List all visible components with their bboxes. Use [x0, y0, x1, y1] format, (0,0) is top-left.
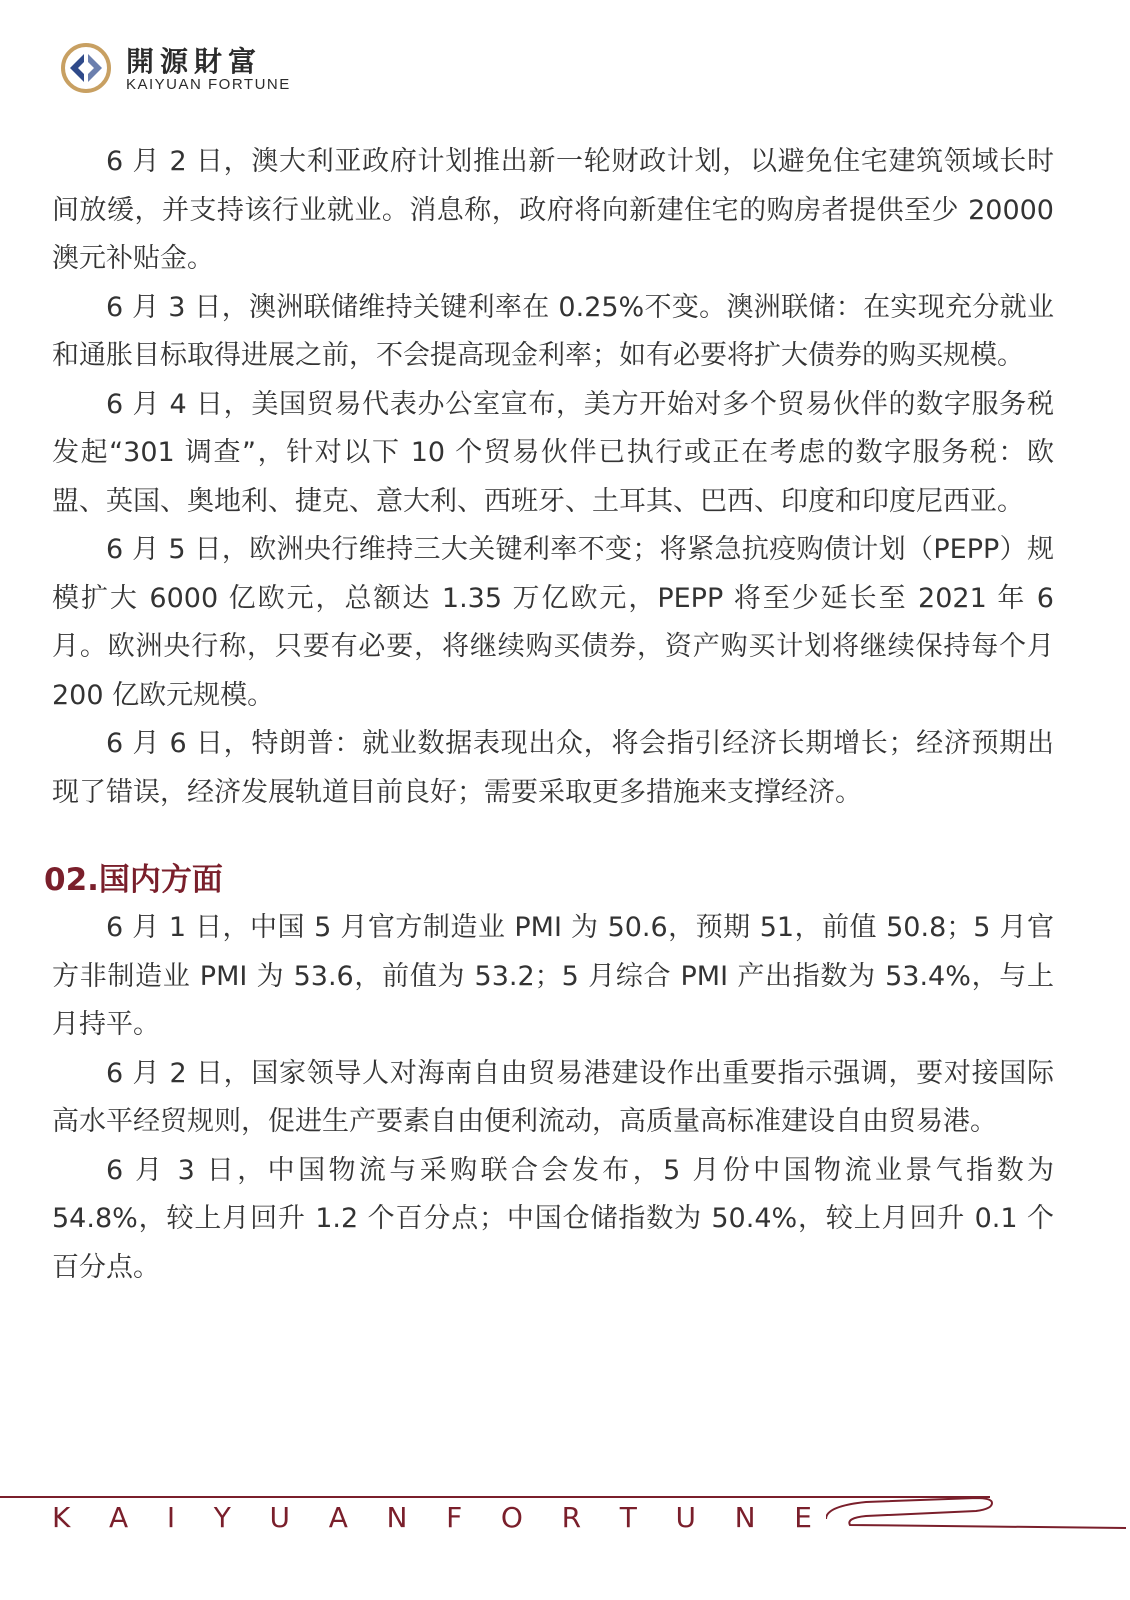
paragraph-intl-0606: 6 月 6 日，特朗普：就业数据表现出众，将会指引经济长期增长；经济预期出现了错误，经济发展轨道目前良好；需要采取更多措施来支撑经济。 — [52, 728, 1054, 808]
paragraph-intl-0603: 6 月 3 日，澳洲联储维持关键利率在 0.25%不变。澳洲联储：在实现充分就业和通胀目标取得进展之前，不会提高现金利率；如有必要将扩大债券的购买规模。 — [52, 291, 1054, 371]
header — [60, 38, 360, 98]
footer-letter: O — [500, 1501, 523, 1534]
paragraph-intl-0602: 6 月 2 日，澳大利亚政府计划推出新一轮财政计划，以避免住宅建筑领域长时间放缓，并支持该行业就业。消息称，政府将向新建住宅的购房者提供至少 20000 澳元补贴金。 — [52, 146, 1054, 274]
document-body — [44, 138, 1054, 1292]
footer-letter: F — [446, 1501, 463, 1534]
footer-letter: T — [619, 1501, 637, 1534]
footer-brand-letters — [52, 1498, 812, 1538]
footer-letter: K — [52, 1501, 71, 1534]
kaiyuan-logo-icon — [60, 42, 112, 94]
footer-letter: R — [561, 1501, 582, 1534]
paragraph-intl-0605: 6 月 5 日，欧洲央行维持三大关键利率不变；将紧急抗疫购债计划（PEPP）规模扩大 6000 亿欧元，总额达 1.35 万亿欧元，PEPP 将至少延长至 2021 年 6 月。欧洲央行称，只要有必要，将继续购买债券，资产购买计划将继续保持每个月 200 亿欧元规模。 — [52, 534, 1054, 711]
footer-letter: U — [269, 1501, 291, 1534]
footer-letter: U — [675, 1501, 696, 1534]
footer-letter: N — [734, 1501, 756, 1534]
footer-letter: E — [794, 1501, 812, 1534]
footer-letter: Y — [213, 1501, 231, 1534]
paragraph-intl-0604: 6 月 4 日，美国贸易代表办公室宣布，美方开始对多个贸易伙伴的数字服务税发起“301 调查”，针对以下 10 个贸易伙伴已执行或正在考虑的数字服务税：欧盟、英国、奥地利、捷克、意大利、西班牙、土耳其、巴西、印度和印度尼西亚。 — [52, 388, 1054, 517]
brand-name-english: KAIYUAN FORTUNE — [126, 76, 291, 93]
footer-swoosh-icon — [826, 1490, 1126, 1540]
paragraph-domestic-0603: 6 月 3 日，中国物流与采购联合会发布，5 月份中国物流业景气指数为 54.8%，较上月回升 1.2 个百分点；中国仓储指数为 50.4%，较上月回升 0.1 个百分点。 — [52, 1154, 1054, 1283]
footer-letter: A — [328, 1501, 348, 1534]
footer-letter: I — [166, 1501, 176, 1534]
paragraph-domestic-0602: 6 月 2 日，国家领导人对海南自由贸易港建设作出重要指示强调，要对接国际高水平经贸规则，促进生产要素自由便利流动，高质量高标准建设自由贸易港。 — [52, 1057, 1054, 1137]
brand-name-chinese: 開源財富 — [126, 45, 263, 78]
paragraph-domestic-0601: 6 月 1 日，中国 5 月官方制造业 PMI 为 50.6，预期 51，前值 50.8；5 月官方非制造业 PMI 为 53.6，前值为 53.2；5 月综合 PMI 产出指数为 53.4%，与上月持平。 — [52, 912, 1054, 1040]
footer-letter: N — [386, 1501, 408, 1534]
footer-letter: A — [109, 1501, 129, 1534]
section-title-domestic: 02.国内方面 — [44, 862, 223, 898]
